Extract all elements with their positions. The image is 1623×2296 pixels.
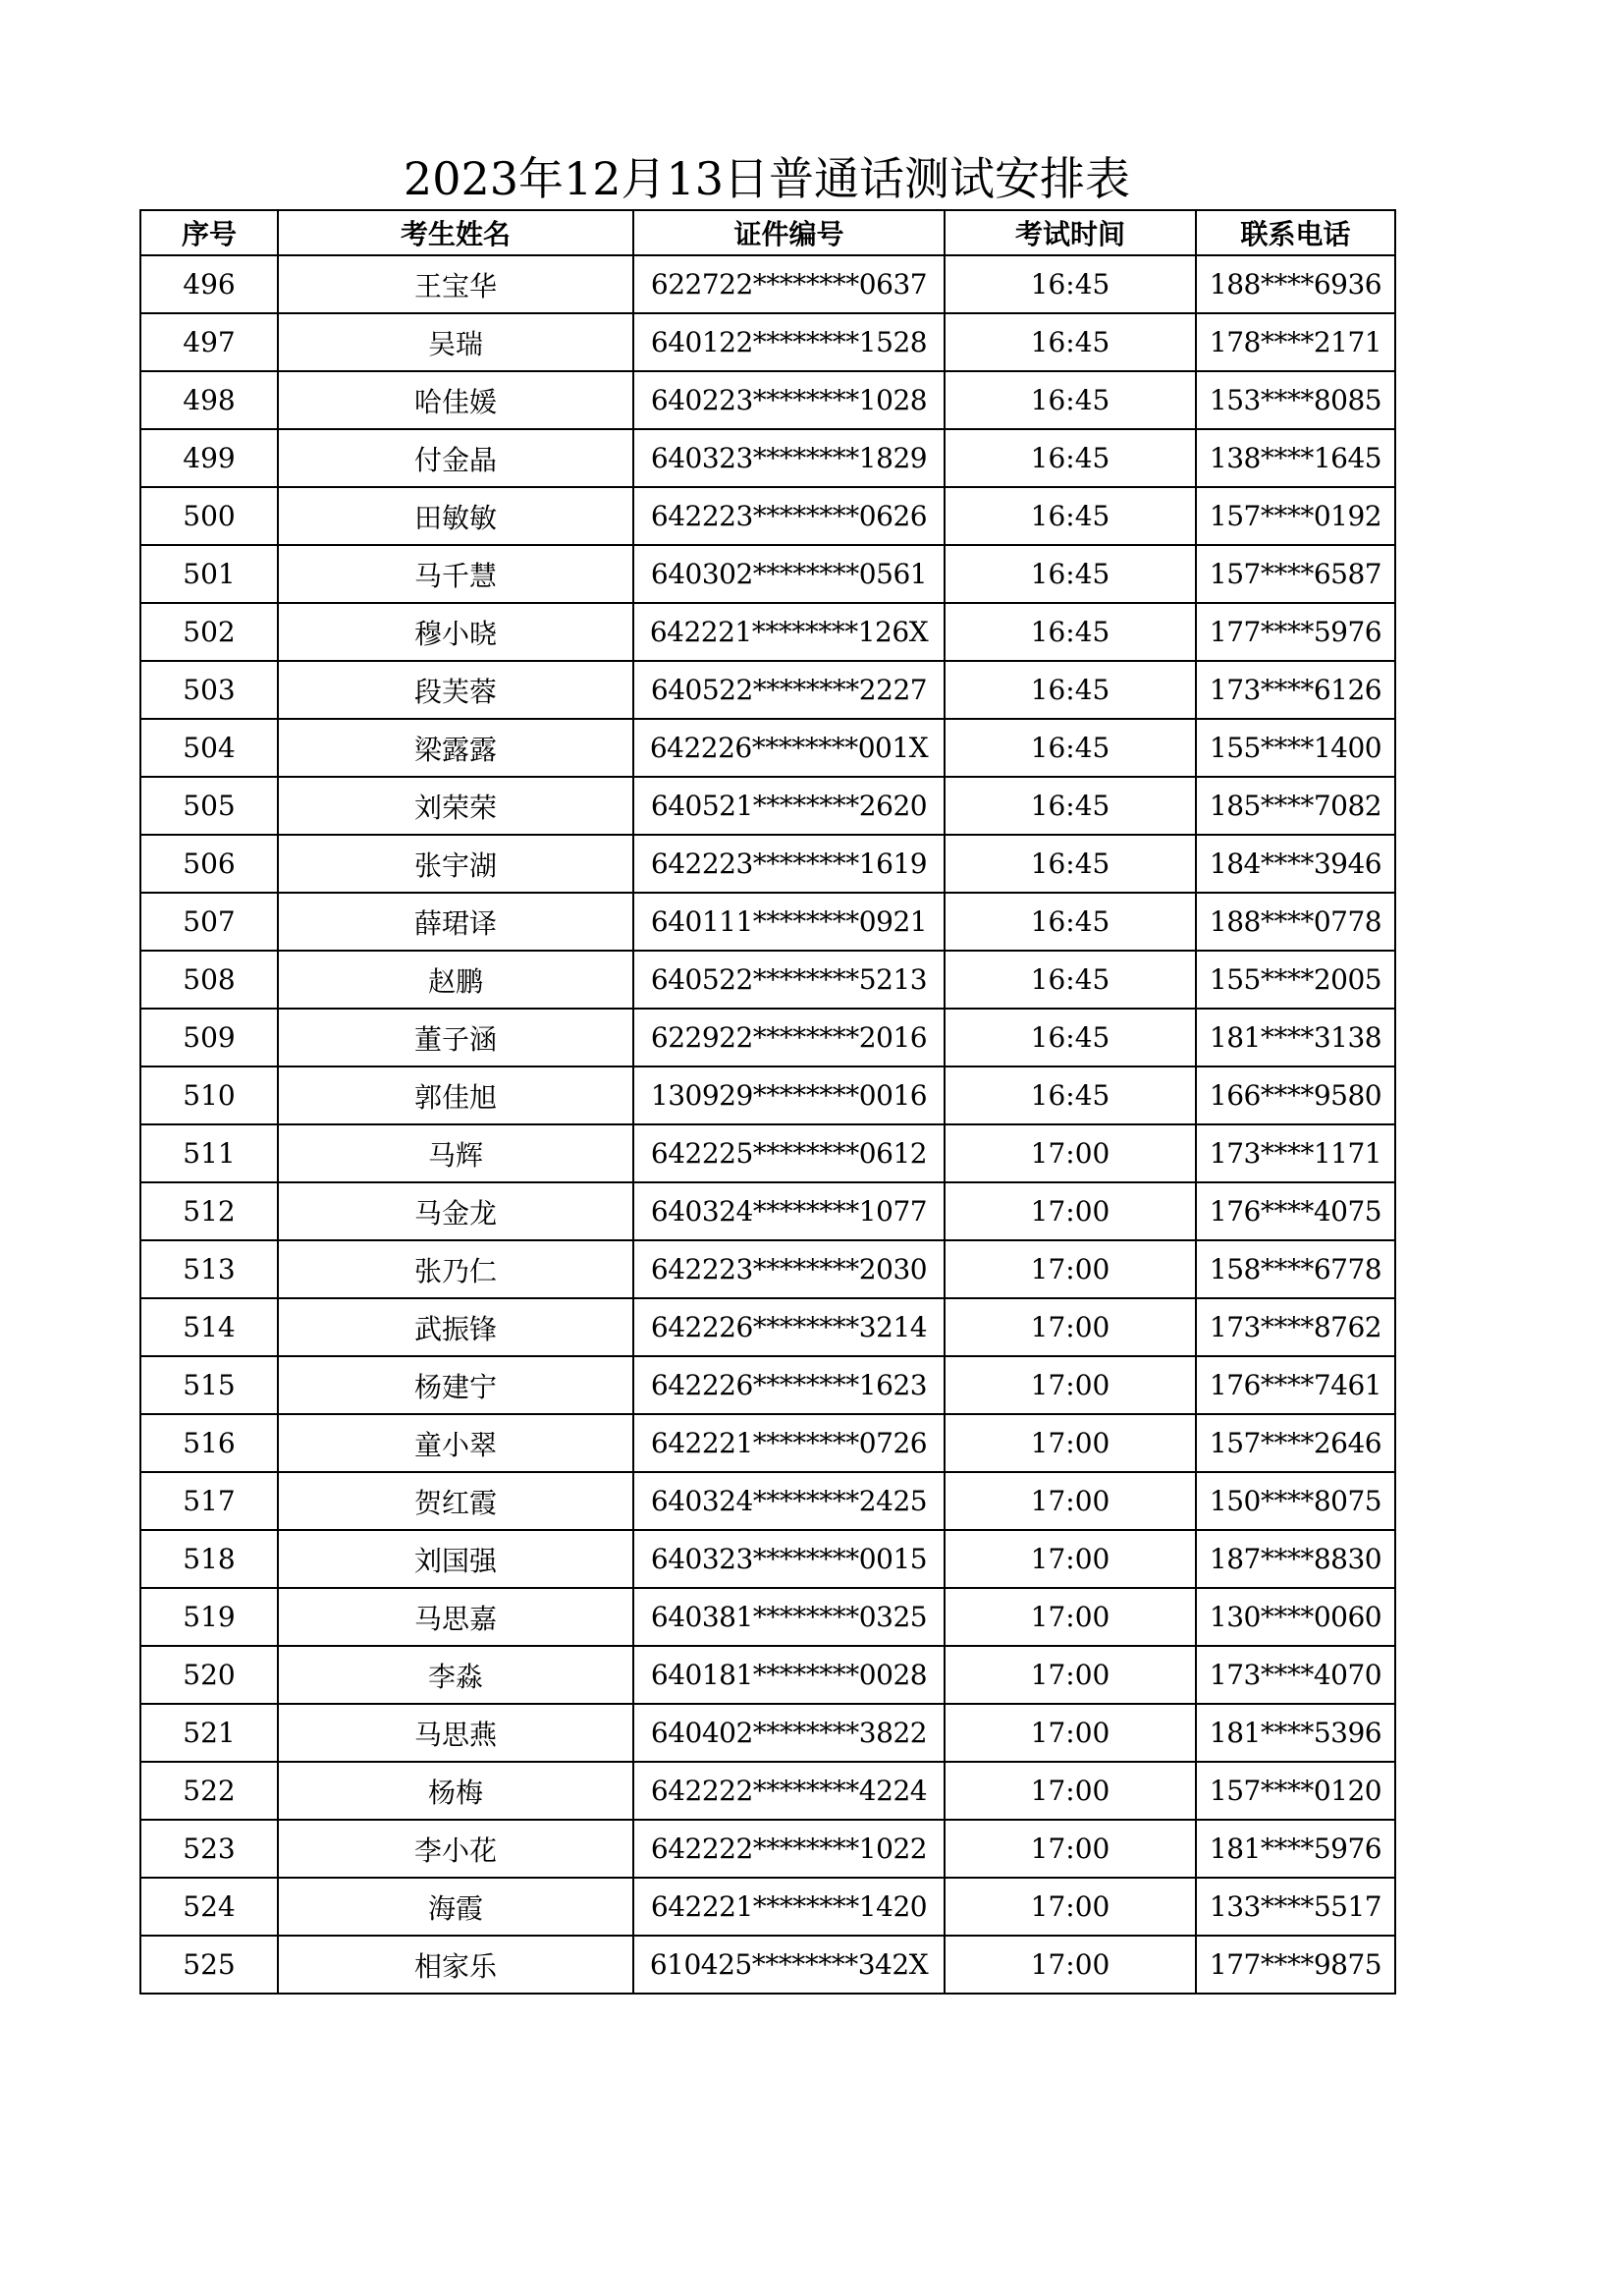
cell-exam-time: 16:45 (945, 777, 1196, 835)
column-header-name: 考生姓名 (278, 210, 633, 255)
cell-id-number: 130929********0016 (633, 1066, 945, 1124)
cell-phone: 181****5976 (1196, 1820, 1395, 1878)
cell-id-number: 640521********2620 (633, 777, 945, 835)
cell-exam-time: 16:45 (945, 603, 1196, 661)
cell-phone: 157****0120 (1196, 1762, 1395, 1820)
cell-phone: 187****8830 (1196, 1530, 1395, 1588)
table-row (140, 1124, 1395, 1182)
cell-seq: 503 (140, 661, 278, 719)
cell-id-number: 640223********1028 (633, 371, 945, 429)
cell-id-number: 640381********0325 (633, 1588, 945, 1646)
cell-phone: 188****6936 (1196, 255, 1395, 313)
cell-name: 马思嘉 (278, 1588, 633, 1646)
column-header-id: 证件编号 (633, 210, 945, 255)
cell-seq: 506 (140, 835, 278, 893)
cell-id-number: 640324********2425 (633, 1472, 945, 1530)
cell-exam-time: 16:45 (945, 313, 1196, 371)
cell-phone: 155****2005 (1196, 951, 1395, 1009)
cell-name: 武振锋 (278, 1298, 633, 1356)
cell-phone: 153****8085 (1196, 371, 1395, 429)
table-row (140, 1646, 1395, 1704)
table-row (140, 255, 1395, 313)
cell-name: 哈佳媛 (278, 371, 633, 429)
cell-phone: 176****4075 (1196, 1182, 1395, 1240)
cell-seq: 502 (140, 603, 278, 661)
cell-seq: 519 (140, 1588, 278, 1646)
table-header-row (140, 210, 1395, 255)
cell-id-number: 640181********0028 (633, 1646, 945, 1704)
table-row (140, 893, 1395, 951)
table-row (140, 1762, 1395, 1820)
cell-name: 童小翠 (278, 1414, 633, 1472)
table-row (140, 1878, 1395, 1936)
cell-exam-time: 16:45 (945, 487, 1196, 545)
cell-name: 杨梅 (278, 1762, 633, 1820)
table-row (140, 1240, 1395, 1298)
cell-name: 张宇湖 (278, 835, 633, 893)
cell-id-number: 642222********4224 (633, 1762, 945, 1820)
cell-exam-time: 17:00 (945, 1820, 1196, 1878)
table-row (140, 1356, 1395, 1414)
cell-seq: 521 (140, 1704, 278, 1762)
cell-id-number: 642223********2030 (633, 1240, 945, 1298)
cell-seq: 515 (140, 1356, 278, 1414)
cell-phone: 188****0778 (1196, 893, 1395, 951)
table-row (140, 487, 1395, 545)
cell-exam-time: 17:00 (945, 1356, 1196, 1414)
cell-exam-time: 17:00 (945, 1936, 1196, 1994)
cell-id-number: 642226********001X (633, 719, 945, 777)
column-header-seq: 序号 (140, 210, 278, 255)
cell-phone: 181****3138 (1196, 1009, 1395, 1066)
cell-phone: 150****8075 (1196, 1472, 1395, 1530)
cell-exam-time: 16:45 (945, 835, 1196, 893)
cell-seq: 524 (140, 1878, 278, 1936)
cell-id-number: 622722********0637 (633, 255, 945, 313)
cell-exam-time: 17:00 (945, 1182, 1196, 1240)
cell-exam-time: 16:45 (945, 893, 1196, 951)
cell-name: 穆小晓 (278, 603, 633, 661)
cell-name: 田敏敏 (278, 487, 633, 545)
cell-id-number: 642221********126X (633, 603, 945, 661)
cell-name: 赵鹏 (278, 951, 633, 1009)
cell-exam-time: 17:00 (945, 1124, 1196, 1182)
cell-seq: 498 (140, 371, 278, 429)
cell-name: 李小花 (278, 1820, 633, 1878)
cell-name: 海霞 (278, 1878, 633, 1936)
cell-id-number: 640122********1528 (633, 313, 945, 371)
cell-name: 梁露露 (278, 719, 633, 777)
cell-name: 张乃仁 (278, 1240, 633, 1298)
cell-phone: 138****1645 (1196, 429, 1395, 487)
schedule-table (139, 209, 1396, 1995)
cell-name: 马千慧 (278, 545, 633, 603)
cell-id-number: 640111********0921 (633, 893, 945, 951)
cell-id-number: 640323********0015 (633, 1530, 945, 1588)
table-row (140, 777, 1395, 835)
cell-seq: 505 (140, 777, 278, 835)
cell-seq: 509 (140, 1009, 278, 1066)
cell-id-number: 642226********1623 (633, 1356, 945, 1414)
cell-seq: 513 (140, 1240, 278, 1298)
cell-phone: 177****5976 (1196, 603, 1395, 661)
table-row (140, 1530, 1395, 1588)
cell-exam-time: 17:00 (945, 1414, 1196, 1472)
cell-exam-time: 16:45 (945, 371, 1196, 429)
cell-exam-time: 16:45 (945, 1009, 1196, 1066)
table-row (140, 1936, 1395, 1994)
column-header-phone: 联系电话 (1196, 210, 1395, 255)
cell-exam-time: 16:45 (945, 719, 1196, 777)
cell-exam-time: 17:00 (945, 1588, 1196, 1646)
cell-exam-time: 16:45 (945, 661, 1196, 719)
cell-exam-time: 17:00 (945, 1472, 1196, 1530)
cell-name: 刘国强 (278, 1530, 633, 1588)
cell-id-number: 642225********0612 (633, 1124, 945, 1182)
cell-phone: 176****7461 (1196, 1356, 1395, 1414)
cell-seq: 504 (140, 719, 278, 777)
cell-phone: 155****1400 (1196, 719, 1395, 777)
cell-phone: 173****6126 (1196, 661, 1395, 719)
cell-exam-time: 17:00 (945, 1298, 1196, 1356)
table-row (140, 1298, 1395, 1356)
cell-seq: 507 (140, 893, 278, 951)
cell-seq: 512 (140, 1182, 278, 1240)
cell-seq: 511 (140, 1124, 278, 1182)
cell-seq: 520 (140, 1646, 278, 1704)
table-row (140, 951, 1395, 1009)
cell-phone: 173****4070 (1196, 1646, 1395, 1704)
cell-phone: 184****3946 (1196, 835, 1395, 893)
table-row (140, 661, 1395, 719)
cell-seq: 510 (140, 1066, 278, 1124)
cell-phone: 130****0060 (1196, 1588, 1395, 1646)
cell-id-number: 642222********1022 (633, 1820, 945, 1878)
cell-name: 马辉 (278, 1124, 633, 1182)
cell-name: 刘荣荣 (278, 777, 633, 835)
cell-id-number: 642223********0626 (633, 487, 945, 545)
cell-exam-time: 17:00 (945, 1704, 1196, 1762)
cell-seq: 518 (140, 1530, 278, 1588)
page-title: 2023年12月13日普通话测试安排表 (403, 152, 1131, 205)
table-row (140, 545, 1395, 603)
cell-exam-time: 17:00 (945, 1240, 1196, 1298)
table-row (140, 1472, 1395, 1530)
table-row (140, 603, 1395, 661)
cell-seq: 522 (140, 1762, 278, 1820)
cell-id-number: 640522********2227 (633, 661, 945, 719)
table-row (140, 719, 1395, 777)
table-row (140, 1414, 1395, 1472)
table-body (140, 255, 1395, 1994)
cell-phone: 158****6778 (1196, 1240, 1395, 1298)
cell-exam-time: 16:45 (945, 1066, 1196, 1124)
cell-name: 付金晶 (278, 429, 633, 487)
cell-id-number: 610425********342X (633, 1936, 945, 1994)
cell-name: 马金龙 (278, 1182, 633, 1240)
table-row (140, 1820, 1395, 1878)
cell-phone: 181****5396 (1196, 1704, 1395, 1762)
cell-exam-time: 17:00 (945, 1646, 1196, 1704)
cell-seq: 508 (140, 951, 278, 1009)
cell-name: 贺红霞 (278, 1472, 633, 1530)
cell-id-number: 640323********1829 (633, 429, 945, 487)
cell-id-number: 642221********1420 (633, 1878, 945, 1936)
table-row (140, 1588, 1395, 1646)
cell-seq: 517 (140, 1472, 278, 1530)
cell-seq: 501 (140, 545, 278, 603)
cell-seq: 516 (140, 1414, 278, 1472)
cell-phone: 133****5517 (1196, 1878, 1395, 1936)
cell-seq: 497 (140, 313, 278, 371)
cell-phone: 173****8762 (1196, 1298, 1395, 1356)
cell-phone: 166****9580 (1196, 1066, 1395, 1124)
cell-exam-time: 17:00 (945, 1878, 1196, 1936)
cell-id-number: 642223********1619 (633, 835, 945, 893)
cell-name: 李淼 (278, 1646, 633, 1704)
cell-exam-time: 16:45 (945, 951, 1196, 1009)
cell-exam-time: 17:00 (945, 1762, 1196, 1820)
cell-phone: 185****7082 (1196, 777, 1395, 835)
cell-id-number: 642226********3214 (633, 1298, 945, 1356)
cell-id-number: 642221********0726 (633, 1414, 945, 1472)
table-row (140, 835, 1395, 893)
cell-phone: 157****2646 (1196, 1414, 1395, 1472)
cell-name: 郭佳旭 (278, 1066, 633, 1124)
cell-name: 薛珺译 (278, 893, 633, 951)
cell-phone: 157****6587 (1196, 545, 1395, 603)
cell-phone: 177****9875 (1196, 1936, 1395, 1994)
table-row (140, 1182, 1395, 1240)
cell-name: 段芙蓉 (278, 661, 633, 719)
cell-seq: 496 (140, 255, 278, 313)
cell-exam-time: 16:45 (945, 255, 1196, 313)
table-row (140, 1009, 1395, 1066)
cell-phone: 173****1171 (1196, 1124, 1395, 1182)
cell-phone: 157****0192 (1196, 487, 1395, 545)
cell-id-number: 640402********3822 (633, 1704, 945, 1762)
table-row (140, 371, 1395, 429)
cell-name: 马思燕 (278, 1704, 633, 1762)
column-header-time: 考试时间 (945, 210, 1196, 255)
cell-exam-time: 16:45 (945, 545, 1196, 603)
cell-seq: 523 (140, 1820, 278, 1878)
cell-seq: 500 (140, 487, 278, 545)
cell-seq: 514 (140, 1298, 278, 1356)
table-row (140, 1704, 1395, 1762)
cell-name: 杨建宁 (278, 1356, 633, 1414)
cell-id-number: 640324********1077 (633, 1182, 945, 1240)
cell-exam-time: 16:45 (945, 429, 1196, 487)
cell-exam-time: 17:00 (945, 1530, 1196, 1588)
cell-id-number: 622922********2016 (633, 1009, 945, 1066)
cell-seq: 499 (140, 429, 278, 487)
cell-name: 相家乐 (278, 1936, 633, 1994)
cell-name: 王宝华 (278, 255, 633, 313)
table-row (140, 313, 1395, 371)
table-row (140, 1066, 1395, 1124)
cell-phone: 178****2171 (1196, 313, 1395, 371)
cell-seq: 525 (140, 1936, 278, 1994)
table-row (140, 429, 1395, 487)
cell-id-number: 640302********0561 (633, 545, 945, 603)
cell-id-number: 640522********5213 (633, 951, 945, 1009)
cell-name: 董子涵 (278, 1009, 633, 1066)
cell-name: 吴瑞 (278, 313, 633, 371)
